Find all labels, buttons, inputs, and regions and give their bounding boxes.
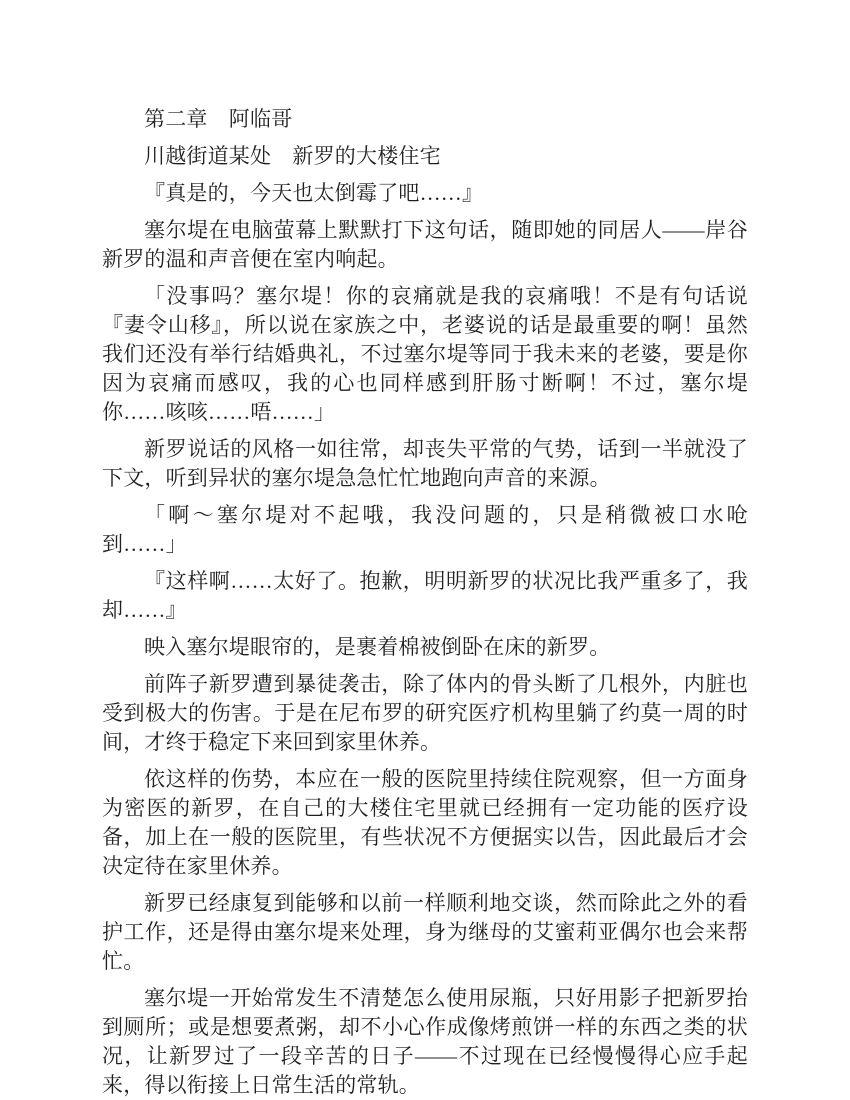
paragraph: 「啊～塞尔堤对不起哦，我没问题的，只是稍微被口水呛到……」 xyxy=(102,503,748,556)
paragraph: 塞尔堤一开始常发生不清楚怎么使用尿瓶，只好用影子把新罗抬到厕所；或是想要煮粥，却不小心作成像烤煎饼一样的东西之类的状况，让新罗过了一段辛苦的日子——不过现在已经慢慢得心应手起来，得以衔接上日常生活的常轨。 xyxy=(102,986,748,1097)
paragraph: 映入塞尔堤眼帘的，是裹着棉被倒卧在床的新罗。 xyxy=(144,635,611,659)
paragraph: 塞尔堤在电脑萤幕上默默打下这句话，随即她的同居人——岸谷新罗的温和声音便在室内响起。 xyxy=(102,218,748,271)
paragraph: 「没事吗？塞尔堤！你的哀痛就是我的哀痛哦！不是有句话说『妻令山移』，所以说在家族之中，老婆说的话是最重要的啊！虽然我们还没有举行结婚典礼，不过塞尔堤等同于我未来的老婆，要是你因为哀痛而感叹，我的心也同样感到肝肠寸断啊！不过，塞尔堤你……咳咳……唔……」 xyxy=(102,284,748,424)
chapter-title: 第二章 阿临哥 xyxy=(144,107,293,131)
paragraph: 『真是的，今天也太倒霉了吧……』 xyxy=(144,181,484,205)
paragraph: 『这样啊……太好了。抱歉，明明新罗的状况比我严重多了，我却……』 xyxy=(102,569,748,622)
paragraph: 依这样的伤势，本应在一般的医院里持续住院观察，但一方面身为密医的新罗，在自己的大楼住宅里就已经拥有一定功能的医疗设备，加上在一般的医院里，有些状况不方便据实以告，因此最后才会决定待在家里休养。 xyxy=(102,767,748,878)
paragraph: 前阵子新罗遭到暴徒袭击，除了体内的骨头断了几根外，内脏也受到极大的伤害。于是在尼布罗的研究医疗机构里躺了约莫一周的时间，才终于稳定下来回到家里休养。 xyxy=(102,672,748,754)
paragraph: 新罗说话的风格一如往常，却丧失平常的气势，话到一半就没了下文，听到异状的塞尔堤急急忙忙地跑向声音的来源。 xyxy=(102,437,748,490)
scene-location-line: 川越街道某处 新罗的大楼住宅 xyxy=(144,144,441,168)
paragraph: 新罗已经康复到能够和以前一样顺利地交谈，然而除此之外的看护工作，还是得由塞尔堤来处理，身为继母的艾蜜莉亚偶尔也会来帮忙。 xyxy=(102,891,748,973)
